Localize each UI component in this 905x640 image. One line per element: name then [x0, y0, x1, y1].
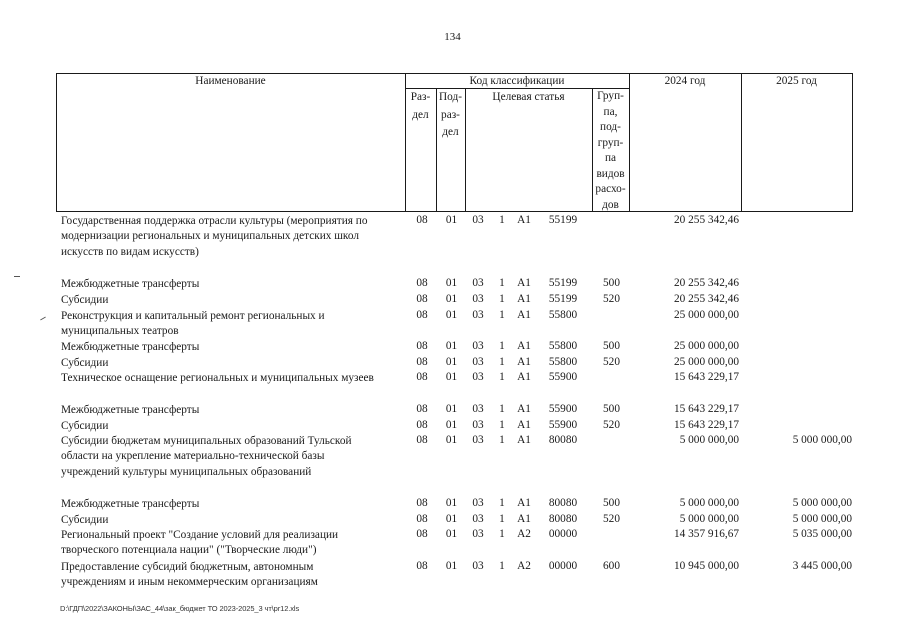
- cell-podrazdel: 01: [445, 560, 458, 572]
- row-name-line: муниципальных театров: [61, 325, 179, 338]
- cell-t4: 55199: [548, 277, 578, 289]
- margin-mark: [14, 276, 20, 277]
- cell-t4: 55900: [548, 419, 578, 431]
- cell-y2024: 15 643 229,17: [674, 403, 739, 415]
- row-name-line: Субсидии: [61, 294, 109, 306]
- row-name-line: Региональный проект "Создание условий для реализации: [61, 529, 339, 541]
- cell-t2: 1: [499, 403, 505, 415]
- cell-y2025: 3 445 000,00: [792, 560, 852, 572]
- cell-t3: A1: [517, 277, 531, 289]
- row-name-line: Предоставление субсидий бюджетным, автономным: [61, 561, 314, 573]
- cell-y2024: 15 643 229,17: [674, 371, 739, 383]
- cell-vr: 500: [603, 403, 620, 415]
- cell-vr: 500: [603, 497, 620, 509]
- row-name: [61, 340, 405, 355]
- cell-t1: 03: [472, 403, 484, 415]
- cell-t4: 55199: [548, 293, 578, 305]
- cell-t1: 03: [472, 356, 484, 368]
- row-name: [61, 356, 405, 371]
- cell-t1: 03: [472, 419, 484, 431]
- cell-podrazdel: 01: [445, 214, 458, 226]
- cell-t1: 03: [472, 214, 484, 226]
- cell-vr: 520: [603, 356, 620, 368]
- row-name-line: Межбюджетные трансферты: [61, 498, 200, 510]
- cell-t3: A1: [517, 293, 531, 305]
- cell-t1: 03: [472, 513, 484, 525]
- cell-vr: 500: [603, 277, 620, 289]
- cell-razdel: 08: [416, 419, 428, 431]
- header-razdel: Раз- дел: [410, 91, 431, 121]
- row-name-line: Государственная поддержка отрасли культуры (мероприятия по: [61, 215, 368, 227]
- cell-t2: 1: [499, 356, 505, 368]
- cell-podrazdel: 01: [445, 340, 458, 352]
- cell-vr: 520: [603, 513, 620, 525]
- cell-y2025: 5 000 000,00: [792, 434, 852, 446]
- cell-t4: 80080: [548, 513, 578, 525]
- cell-t3: A1: [517, 356, 531, 368]
- cell-podrazdel: 01: [445, 528, 458, 540]
- cell-t2: 1: [499, 277, 505, 289]
- cell-t4: 55800: [548, 356, 578, 368]
- header-vr: Груп- па, под- груп- па видов расхо- дов: [595, 90, 626, 211]
- row-name-line: модернизации региональных и муниципальных детских школ: [61, 230, 359, 243]
- header-podrazdel: Под- раз- дел: [439, 91, 462, 139]
- cell-y2024: 5 000 000,00: [679, 434, 739, 446]
- cell-podrazdel: 01: [445, 434, 458, 446]
- cell-t3: A1: [517, 419, 531, 431]
- cell-t2: 1: [499, 528, 505, 540]
- cell-y2024: 20 255 342,46: [674, 293, 739, 305]
- cell-t3: A1: [517, 434, 531, 446]
- header-year-2025: 2025 год: [776, 75, 817, 87]
- row-name: [61, 309, 405, 340]
- cell-t2: 1: [499, 497, 505, 509]
- cell-t2: 1: [499, 513, 505, 525]
- cell-podrazdel: 01: [445, 277, 458, 289]
- cell-t2: 1: [499, 419, 505, 431]
- cell-razdel: 08: [416, 356, 428, 368]
- cell-y2024: 14 357 916,67: [674, 528, 739, 540]
- cell-vr: 500: [603, 340, 620, 352]
- cell-podrazdel: 01: [445, 497, 458, 509]
- cell-podrazdel: 01: [445, 403, 458, 415]
- row-name: [61, 497, 405, 512]
- cell-t2: 1: [499, 309, 505, 321]
- cell-razdel: 08: [416, 277, 428, 289]
- cell-t2: 1: [499, 293, 505, 305]
- cell-t3: A1: [517, 340, 531, 352]
- cell-podrazdel: 01: [445, 309, 458, 321]
- cell-t1: 03: [472, 309, 484, 321]
- cell-vr: 520: [603, 419, 620, 431]
- cell-razdel: 08: [416, 528, 428, 540]
- cell-razdel: 08: [416, 371, 428, 383]
- header-target-article: Целевая статья: [492, 91, 565, 103]
- cell-podrazdel: 01: [445, 293, 458, 305]
- cell-y2024: 25 000 000,00: [674, 340, 739, 352]
- cell-t1: 03: [472, 340, 484, 352]
- cell-t2: 1: [499, 340, 505, 352]
- cell-t3: A2: [517, 528, 531, 540]
- cell-t4: 55900: [548, 371, 578, 383]
- cell-t1: 03: [472, 528, 484, 540]
- cell-t4: 80080: [548, 434, 578, 446]
- cell-razdel: 08: [416, 560, 428, 572]
- cell-y2024: 25 000 000,00: [674, 309, 739, 321]
- row-name-line: Межбюджетные трансферты: [61, 404, 200, 416]
- row-name-line: учреждений культуры муниципальных образований: [61, 465, 312, 478]
- row-name: [61, 277, 405, 292]
- row-name-line: искусств по видам искусств): [61, 245, 199, 258]
- header-year-2024: 2024 год: [664, 75, 706, 87]
- cell-t4: 55800: [548, 309, 578, 321]
- cell-razdel: 08: [416, 214, 428, 226]
- cell-vr: 600: [603, 560, 620, 572]
- cell-y2024: 5 000 000,00: [679, 513, 739, 525]
- row-name-line: Субсидии бюджетам муниципальных образований Тульской: [61, 435, 352, 447]
- cell-razdel: 08: [416, 293, 428, 305]
- row-name-line: Межбюджетные трансферты: [61, 341, 200, 353]
- cell-t4: 55800: [548, 340, 578, 352]
- cell-razdel: 08: [416, 513, 428, 525]
- row-name: [61, 214, 405, 260]
- cell-t1: 03: [472, 560, 484, 572]
- row-name-line: Техническое оснащение региональных и муниципальных музеев: [61, 372, 374, 384]
- cell-razdel: 08: [416, 497, 428, 509]
- cell-t4: 55900: [548, 403, 578, 415]
- header-name: Наименование: [195, 75, 266, 87]
- header-classification-code: Код классификации: [469, 75, 565, 87]
- row-name: [61, 371, 405, 386]
- cell-podrazdel: 01: [445, 419, 458, 431]
- row-name: [61, 403, 405, 418]
- row-name-line: области на укрепление материально-технической базы: [61, 450, 325, 463]
- cell-y2024: 10 945 000,00: [674, 560, 739, 572]
- cell-y2024: 20 255 342,46: [674, 277, 739, 289]
- cell-t1: 03: [472, 293, 484, 305]
- cell-t3: A1: [517, 309, 531, 321]
- cell-vr: 520: [603, 293, 620, 305]
- cell-t2: 1: [499, 434, 505, 446]
- cell-t4: 00000: [548, 528, 578, 540]
- row-name-line: учреждениям и иным некоммерческим организациям: [61, 576, 318, 589]
- cell-t4: 80080: [548, 497, 578, 509]
- row-name-line: Субсидии: [61, 357, 109, 369]
- row-name-line: Межбюджетные трансферты: [61, 278, 200, 290]
- cell-t3: A1: [517, 497, 531, 509]
- cell-razdel: 08: [416, 309, 428, 321]
- cell-t1: 03: [472, 434, 484, 446]
- cell-razdel: 08: [416, 403, 428, 415]
- cell-t4: 00000: [548, 560, 578, 572]
- cell-y2024: 15 643 229,17: [674, 419, 739, 431]
- cell-podrazdel: 01: [445, 513, 458, 525]
- page-number: 134: [444, 31, 461, 43]
- cell-t3: A1: [517, 371, 531, 383]
- cell-podrazdel: 01: [445, 356, 458, 368]
- cell-razdel: 08: [416, 434, 428, 446]
- cell-t3: A2: [517, 560, 531, 572]
- cell-t2: 1: [499, 371, 505, 383]
- row-name: [61, 528, 405, 559]
- cell-y2025: 5 000 000,00: [792, 513, 852, 525]
- cell-t1: 03: [472, 497, 484, 509]
- row-name-line: Реконструкция и капитальный ремонт региональных и: [61, 310, 325, 322]
- row-name: [61, 513, 405, 528]
- cell-y2024: 20 255 342,46: [674, 214, 739, 226]
- cell-razdel: 08: [416, 340, 428, 352]
- row-name-line: Субсидии: [61, 514, 109, 526]
- row-name: [61, 419, 405, 434]
- cell-t3: A1: [517, 403, 531, 415]
- cell-y2025: 5 035 000,00: [792, 528, 852, 540]
- cell-y2025: 5 000 000,00: [792, 497, 852, 509]
- cell-t2: 1: [499, 560, 505, 572]
- row-name: [61, 434, 405, 480]
- cell-podrazdel: 01: [445, 371, 458, 383]
- row-name-line: творческого потенциала нации" ("Творческие люди"): [61, 544, 317, 557]
- row-name: [61, 293, 405, 308]
- row-name-line: Субсидии: [61, 420, 109, 432]
- cell-t1: 03: [472, 371, 484, 383]
- cell-t3: A1: [517, 214, 531, 226]
- cell-t4: 55199: [548, 214, 578, 226]
- cell-y2024: 5 000 000,00: [679, 497, 739, 509]
- cell-t1: 03: [472, 277, 484, 289]
- file-path-footer: D:\ГДП\2022\ЗАКОНЫ\ЗАС_44\зак_бюджет ТО 2023-2025_3 чт\pr12.xls: [60, 604, 300, 613]
- cell-t3: A1: [517, 513, 531, 525]
- row-name: [61, 560, 405, 591]
- cell-t2: 1: [499, 214, 505, 226]
- cell-y2024: 25 000 000,00: [674, 356, 739, 368]
